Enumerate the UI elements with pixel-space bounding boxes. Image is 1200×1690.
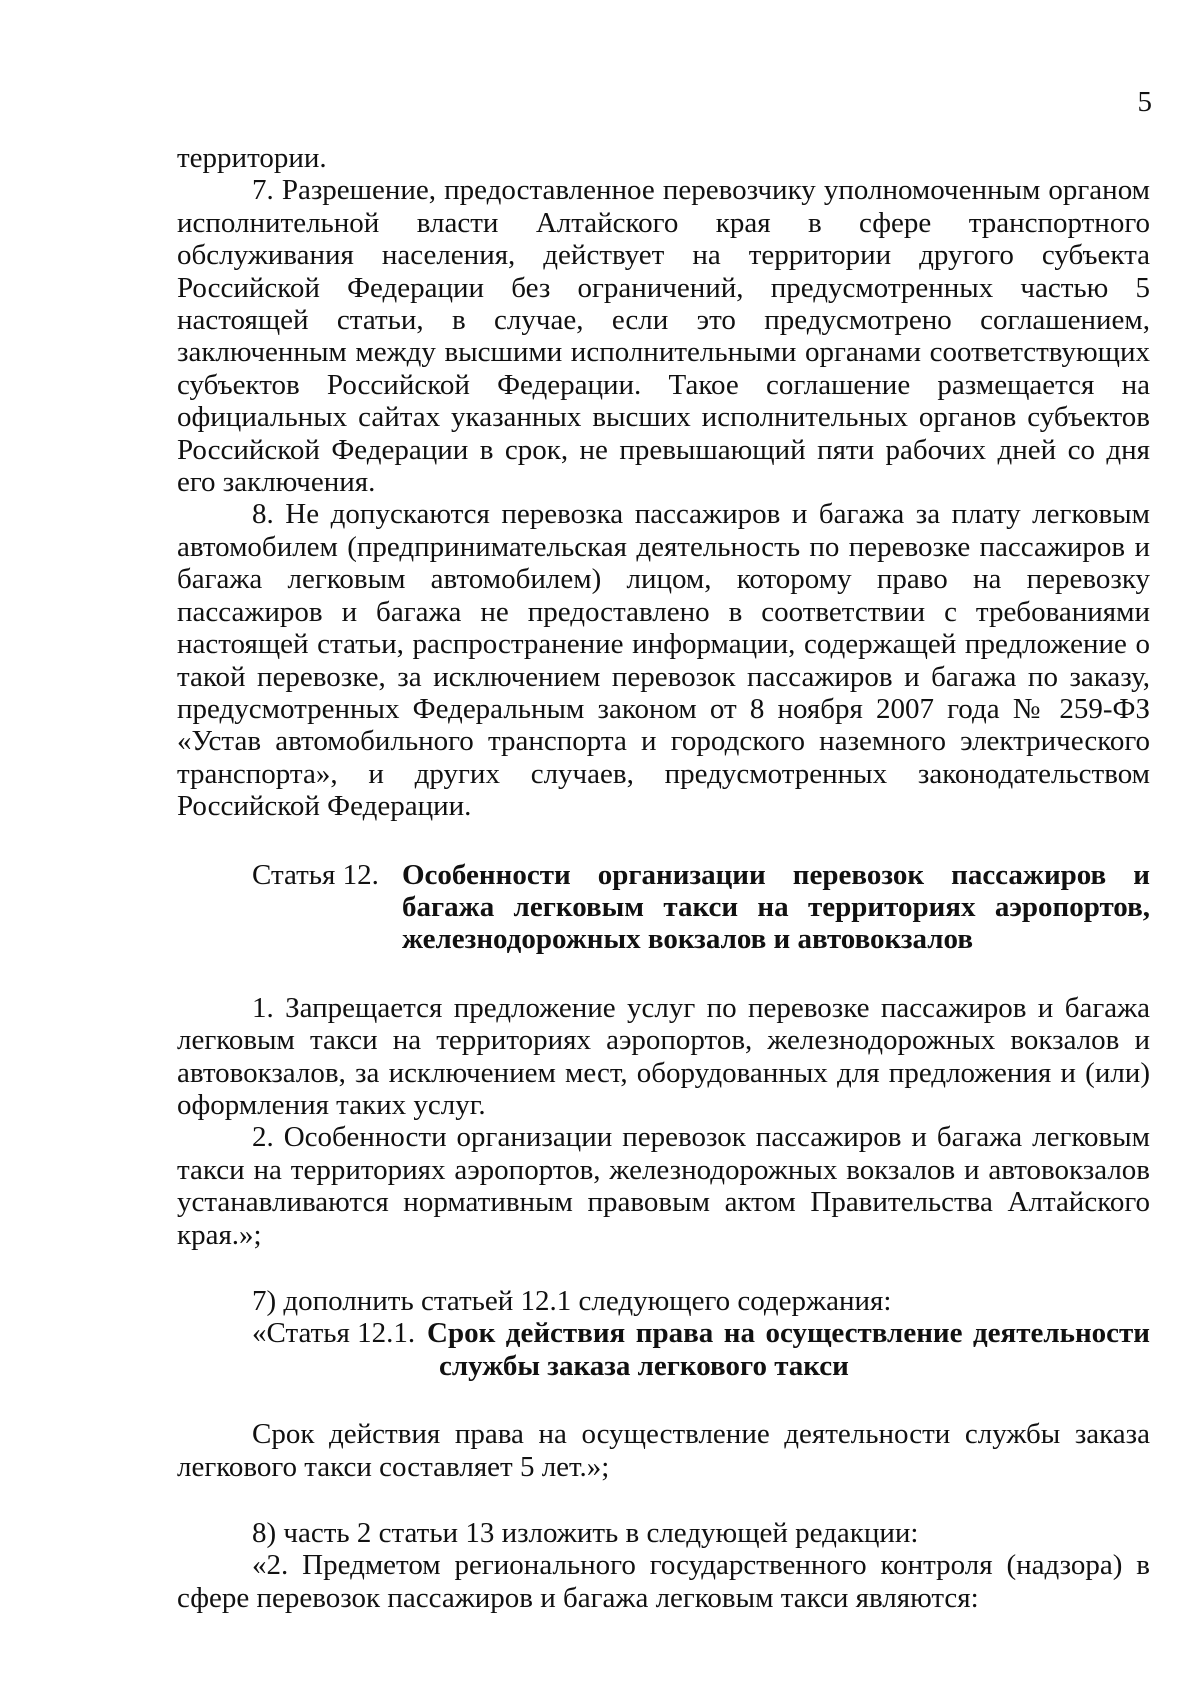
paragraph-continuation: территории. [177, 142, 327, 174]
article-12-1-title-line-2: службы заказа легкового такси [439, 1349, 849, 1382]
article-12-title: Особенности организации перевозок пассажиров и багажа легковым такси на территориях аэропортов, железнодорожных вокзалов и автовокзалов [402, 858, 1150, 956]
paragraph-8: 8. Не допускаются перевозка пассажиров и багажа за плату легковым автомобилем (предпринимательская деятельность по перевозке пассажиров и багажа легковым автомобилем) лицом, которому право на перевозку пассажиров и багажа не предоставлено в соответствии с требованиями настоящей статьи, распространение информации, содержащей предложение о такой перевозке, за исключением перевозок пассажиров и багажа по заказу, предусмотренных Федеральным законом от 8 ноября 2007 года № 259-ФЗ «Устав автомобильного транспорта и городского наземного электрического транспорта», и других случаев, предусмотренных законодательством Российской Федерации. [177, 498, 1150, 823]
article-12-part-1: 1. Запрещается предложение услуг по перевозке пассажиров и багажа легковым такси на территориях аэропортов, железнодорожных вокзалов и автовокзалов, за исключением мест, оборудованных для предложения и (или) оформления таких услуг. [177, 991, 1150, 1121]
document-body [177, 142, 1150, 1614]
article-12-label: Статья 12. [252, 858, 379, 891]
article-12-1-label: «Статья 12.1. [252, 1317, 416, 1350]
item-7-intro: 7) дополнить статьей 12.1 следующего содержания: [252, 1285, 892, 1317]
item-8-intro: 8) часть 2 статьи 13 изложить в следующей редакции: [252, 1517, 919, 1550]
article-12-heading [252, 859, 1150, 956]
paragraph-7: 7. Разрешение, предоставленное перевозчику уполномоченным органом исполнительной власти Алтайского края в сфере транспортного обслуживания населения, действует на территории другого субъекта Российской Федерации без ограничений, предусмотренных частью 5 настоящей статьи, в случае, если это предусмотрено соглашением, заключенным между высшими исполнительными органами соответствующих субъектов Российской Федерации. Такое соглашение размещается на официальных сайтах указанных высших исполнительных органов субъектов Российской Федерации в срок, не превышающий пяти рабочих дней со дня его заключения. [177, 174, 1150, 499]
article-12-1-heading [252, 1317, 1150, 1382]
item-8-text: «2. Предметом регионального государственного контроля (надзора) в сфере перевозок пассажиров и багажа легковым такси являются: [177, 1549, 1150, 1614]
article-12-1-title-line-1: Срок действия права на осуществление деятельности [427, 1317, 1150, 1350]
article-12-1-text: Срок действия права на осуществление деятельности службы заказа легкового такси составляет 5 лет.»; [177, 1418, 1150, 1483]
article-12-1-title [427, 1317, 1150, 1382]
page-number: 5 [1137, 86, 1152, 118]
article-12-part-2: 2. Особенности организации перевозок пассажиров и багажа легковым такси на территориях аэропортов, железнодорожных вокзалов и автовокзалов устанавливаются нормативным правовым актом Правительства Алтайского края.»; [177, 1121, 1150, 1251]
